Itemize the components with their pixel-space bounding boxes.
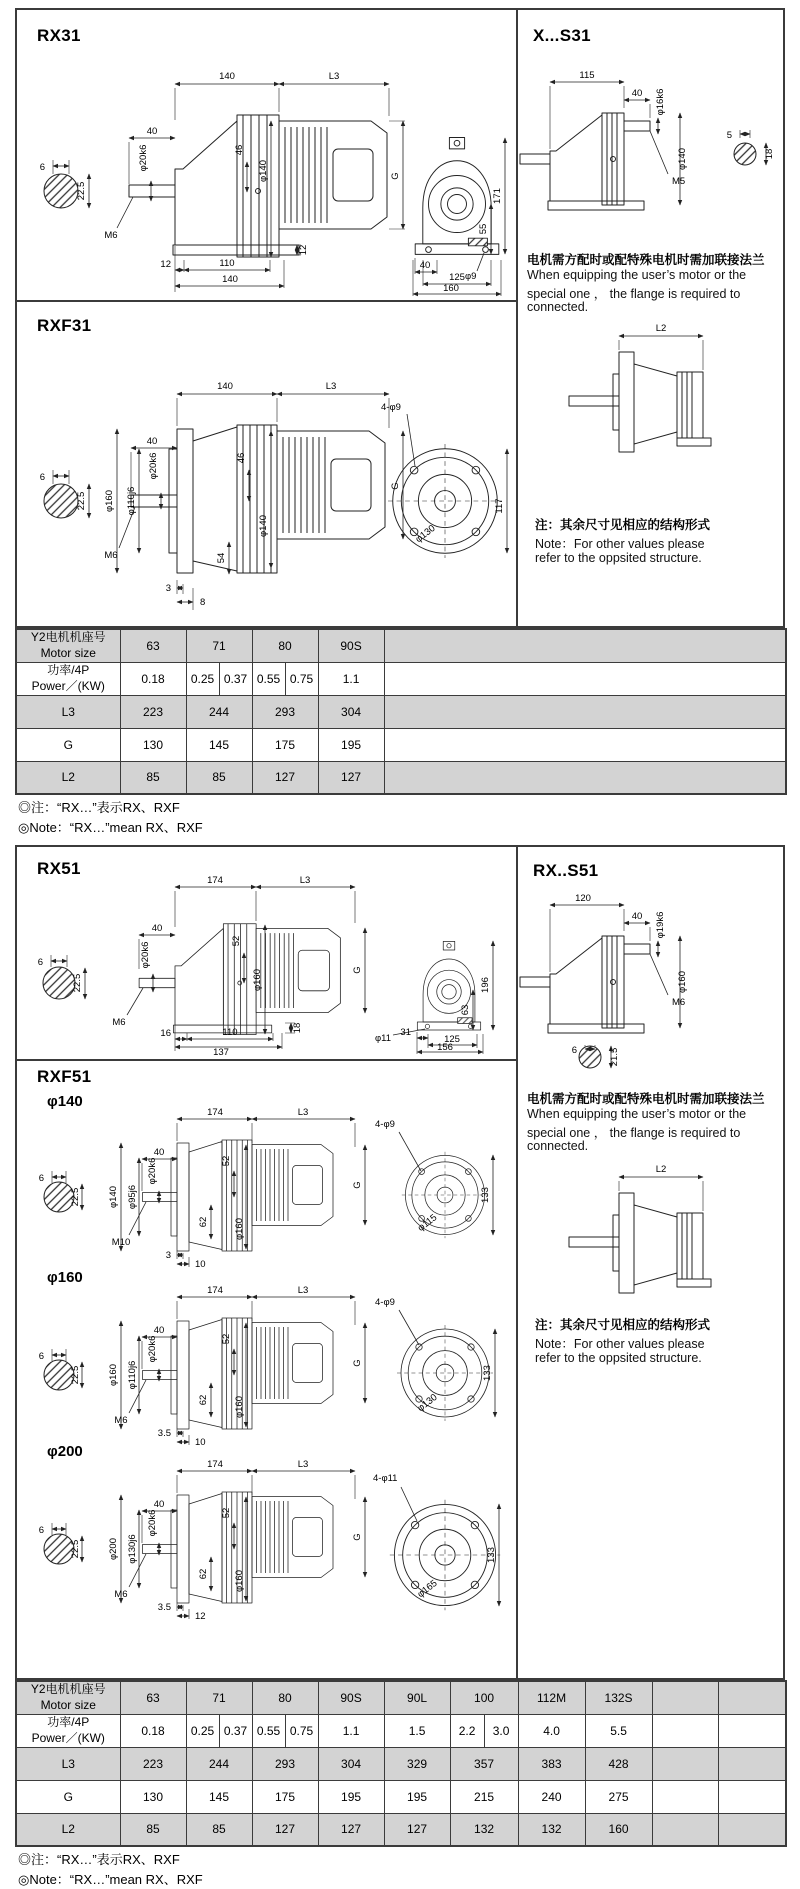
dim-motor-dia: φ160	[234, 1570, 245, 1592]
cell-empty	[652, 1813, 718, 1846]
dim-spigot-dia: φ110j6	[126, 487, 137, 516]
struct-note-en-2-s2: refer to the oppsited structure.	[535, 1351, 702, 1365]
row-label: G	[16, 1780, 120, 1813]
dim-front-holes: 4-φ9	[375, 1119, 395, 1130]
dim-key-w: 6	[40, 472, 45, 483]
dim-g: G	[352, 966, 363, 973]
cell: 223	[120, 1747, 186, 1780]
dim-l2: L2	[656, 1164, 667, 1175]
cell-empty	[718, 1714, 786, 1747]
dim-46: 46	[236, 453, 247, 464]
dim-shaft-dia: φ20k6	[147, 1336, 158, 1363]
dim-l3: L3	[300, 875, 311, 886]
cell: 0.37	[219, 662, 252, 695]
cell: 4.0	[518, 1714, 585, 1747]
cell: 90L	[384, 1681, 450, 1714]
cell: 2.2	[450, 1714, 484, 1747]
dim-62: 62	[198, 1569, 209, 1580]
motor-note-en-2-s2: special one ， the flange is required to	[527, 1123, 740, 1141]
cell: 112M	[518, 1681, 585, 1714]
rxf51-title: RXF51	[37, 1067, 91, 1087]
table-row	[16, 728, 786, 761]
motor-note-en-3-s2: connected.	[527, 1139, 588, 1153]
dim-top1: 174	[207, 1285, 223, 1296]
cell: 85	[186, 1813, 252, 1846]
dim-tap: M6	[104, 230, 117, 241]
dim-b110: 110	[219, 258, 234, 269]
table-row	[16, 662, 786, 695]
dim-off2: 10	[195, 1259, 206, 1270]
cell: 0.37	[219, 1714, 252, 1747]
dim-flange-dia: φ160	[677, 971, 688, 993]
dim-off2: 8	[200, 597, 205, 608]
dim-key-h: 22.5	[70, 1188, 81, 1207]
cell: 145	[186, 728, 252, 761]
row-label: 功率/4P Power／(KW)	[16, 1714, 120, 1747]
section-rx31-box	[15, 8, 785, 628]
dim-flange-dia: φ140	[108, 1186, 119, 1208]
dim-tap: M6	[114, 1589, 127, 1600]
cell: 85	[120, 761, 186, 794]
cell: 0.75	[285, 1714, 318, 1747]
dim-front-hole: φ11	[375, 1033, 391, 1044]
dim-115: 115	[579, 70, 594, 81]
rxf51-160-drawing	[25, 1285, 515, 1435]
rxf31-title: RXF31	[37, 316, 91, 336]
dim-front-h: 133	[480, 1187, 491, 1203]
dim-front-bc: φ130	[413, 523, 437, 545]
dim-key-h: 22.5	[70, 1366, 81, 1385]
cell: 195	[318, 728, 384, 761]
section2-horizontal-divider	[17, 1059, 516, 1061]
cell-empty	[718, 1747, 786, 1780]
section-rx51-box	[15, 845, 785, 1680]
cell: 130	[120, 728, 186, 761]
cell: 357	[450, 1747, 518, 1780]
dim-front-h: 196	[480, 977, 491, 993]
cell: 0.75	[285, 662, 318, 695]
cell: 304	[318, 695, 384, 728]
section2-vertical-divider	[516, 847, 518, 1678]
dim-front-40: 40	[420, 260, 431, 271]
dim-off1: 3.5	[158, 1602, 171, 1613]
dim-key-w: 6	[39, 1173, 44, 1184]
cell: 293	[252, 1747, 318, 1780]
struct-note-cn: 注：其余尺寸见相应的结构形式	[535, 515, 710, 533]
dim-motor-dia: φ140	[258, 160, 269, 182]
dim-shaft-dia: φ20k6	[147, 1158, 158, 1185]
cell: 223	[120, 695, 186, 728]
cell: 244	[186, 695, 252, 728]
dim-40: 40	[632, 911, 643, 922]
footnote-en: ◎Note：“RX…”mean RX、RXF	[18, 818, 203, 838]
dimension-table-1	[15, 628, 787, 795]
cell: 1.1	[318, 662, 384, 695]
dim-front-bc: φ165	[415, 1578, 439, 1600]
cell: 127	[318, 1813, 384, 1846]
dim-front-63: 63	[460, 1005, 471, 1016]
dim-key-w: 6	[39, 1525, 44, 1536]
dim-tap: M6	[104, 550, 117, 561]
shaft-section	[44, 174, 78, 208]
rx51-drawing	[25, 875, 515, 1057]
dim-spigot-dia: φ110j6	[127, 1361, 138, 1390]
rx51-title: RX51	[37, 859, 81, 879]
dim-key-h: 22.5	[72, 974, 83, 993]
dim-54: 54	[216, 553, 227, 564]
dim-52: 52	[221, 1334, 232, 1345]
dim-40: 40	[152, 923, 163, 934]
cell: 1.1	[318, 1714, 384, 1747]
rxf51-v200-label: φ200	[47, 1443, 83, 1460]
dim-l3: L3	[298, 1285, 309, 1296]
cell: 3.0	[484, 1714, 518, 1747]
dim-front-125: 125	[444, 1034, 460, 1045]
dim-tap: M6	[672, 997, 685, 1008]
struct-note-en-2: refer to the oppsited structure.	[535, 551, 702, 565]
rxs51-title: RX..S51	[533, 861, 598, 881]
table-row	[16, 629, 786, 662]
dim-off1: 3.5	[158, 1428, 171, 1439]
cell: 1.5	[384, 1714, 450, 1747]
dim-40: 40	[147, 126, 158, 137]
dimension-table-2	[15, 1680, 787, 1847]
dim-front-125: 125	[449, 272, 465, 283]
dim-l3: L3	[326, 381, 337, 392]
dim-40: 40	[147, 436, 158, 447]
dim-g: G	[352, 1533, 363, 1540]
rx31-drawing	[25, 46, 515, 296]
cell: 127	[318, 761, 384, 794]
cell: 215	[450, 1780, 518, 1813]
rxs51-drawing	[520, 887, 790, 1082]
cell: 145	[186, 1780, 252, 1813]
cell-empty	[652, 1780, 718, 1813]
dim-tap: M6	[112, 1017, 125, 1028]
dim-shaft-dia: φ20k6	[148, 453, 159, 480]
dim-flange-dia: φ160	[104, 490, 115, 512]
dim-front-55: 55	[478, 224, 489, 235]
rxf51-v140-label: φ140	[47, 1093, 83, 1110]
dim-b110: 110	[222, 1027, 237, 1038]
dim-spigot-dia: φ130j6	[127, 1534, 138, 1563]
dim-l3: L3	[298, 1107, 309, 1118]
rxf51-200-drawing	[25, 1459, 515, 1654]
shaft-section	[734, 143, 756, 165]
dim-b12: 12	[160, 259, 171, 270]
footnote-2	[18, 1850, 203, 1889]
dim-front-160: 160	[443, 283, 459, 294]
cell: 80	[252, 1681, 318, 1714]
section1-vertical-divider	[516, 10, 518, 626]
dim-g: G	[390, 172, 401, 179]
dim-40: 40	[632, 88, 643, 99]
cell: 71	[186, 1681, 252, 1714]
dim-motor-dia: φ140	[258, 515, 269, 537]
cell: 160	[585, 1813, 652, 1846]
dim-40: 40	[154, 1325, 165, 1336]
cell: 127	[252, 761, 318, 794]
dim-foot12: 12	[298, 245, 309, 256]
row-label: Y2电机机座号 Motor size	[16, 629, 120, 662]
motor-note-cn-2: 电机需方配时或配特殊电机时需加联接法兰	[527, 1089, 783, 1107]
dim-front-hole: φ9	[465, 271, 476, 282]
cell: 428	[585, 1747, 652, 1780]
cell: 71	[186, 629, 252, 662]
row-label: L2	[16, 1813, 120, 1846]
footnote-en: ◎Note：“RX…”mean RX、RXF	[18, 1870, 203, 1889]
shaft-section	[44, 484, 78, 518]
dim-l2: L2	[656, 323, 667, 334]
cell: 383	[518, 1747, 585, 1780]
cell: 132S	[585, 1681, 652, 1714]
dim-120: 120	[575, 893, 591, 904]
dim-spigot-dia: φ95j6	[127, 1185, 138, 1209]
dim-key-h: 22.5	[76, 492, 87, 511]
dim-l3: L3	[329, 71, 340, 82]
rx31-title: RX31	[37, 26, 81, 46]
dim-top1: 174	[207, 1107, 223, 1118]
dim-62: 62	[198, 1395, 209, 1406]
table-row	[16, 1681, 786, 1714]
dim-52: 52	[221, 1508, 232, 1519]
motor-note-en-2: special one ， the flange is required to	[527, 284, 740, 302]
rxf31-drawing	[25, 336, 515, 626]
dim-b140: 140	[222, 274, 238, 285]
dim-front-holes: 4-φ11	[373, 1473, 397, 1484]
cell: 0.25	[186, 662, 219, 695]
dim-front-156: 156	[437, 1042, 453, 1053]
struct-note-cn-2: 注：其余尺寸见相应的结构形式	[535, 1315, 710, 1333]
dim-front-bc: φ115	[416, 1212, 440, 1234]
dim-flange-dia: φ140	[677, 148, 688, 170]
dim-front-h: 133	[486, 1547, 497, 1563]
struct-note-en-1-s2: Note：For other values please	[535, 1334, 705, 1352]
dim-off2: 10	[195, 1437, 206, 1448]
cell: 0.18	[120, 1714, 186, 1747]
cell: 127	[252, 1813, 318, 1846]
dim-front-holes: 4-φ9	[375, 1297, 395, 1308]
dim-52: 52	[221, 1156, 232, 1167]
cell: 195	[384, 1780, 450, 1813]
dim-40: 40	[154, 1499, 165, 1510]
footnote-1	[18, 798, 203, 837]
dim-foot18: 18	[292, 1023, 303, 1034]
table-row	[16, 1780, 786, 1813]
dim-key-h: 22.5	[76, 182, 87, 201]
cell: 0.25	[186, 1714, 219, 1747]
cell: 304	[318, 1747, 384, 1780]
rxf51-140-drawing	[25, 1107, 515, 1267]
cell-empty	[718, 1813, 786, 1846]
cell: 63	[120, 1681, 186, 1714]
cell: 5.5	[585, 1714, 652, 1747]
dim-top1: 174	[207, 1459, 223, 1470]
cell: 85	[186, 761, 252, 794]
xs31-title: X...S31	[533, 26, 591, 46]
rxf51-v160-label: φ160	[47, 1269, 83, 1286]
dim-shaft-dia: φ20k6	[140, 942, 151, 969]
l2-flange-drawing-1	[552, 318, 752, 458]
cell: 90S	[318, 629, 384, 662]
shaft-section	[43, 967, 75, 999]
row-label: L3	[16, 1747, 120, 1780]
dim-front-h: 171	[492, 188, 503, 204]
dim-tap: M10	[112, 1237, 130, 1248]
dim-motor-dia: φ160	[234, 1396, 245, 1418]
dim-front-bc: φ130	[415, 1392, 439, 1414]
dim-flange-dia: φ200	[108, 1538, 119, 1560]
dim-front-holes: 4-φ9	[381, 402, 401, 413]
dim-top1: 174	[207, 875, 223, 886]
cell: 127	[384, 1813, 450, 1846]
dim-shaft-dia: φ20k6	[147, 1510, 158, 1537]
row-label: G	[16, 728, 120, 761]
cell: 100	[450, 1681, 518, 1714]
dim-key-h: 22.5	[70, 1540, 81, 1559]
dim-g: G	[390, 482, 401, 489]
dim-key-w: 6	[38, 957, 43, 968]
dim-g: G	[352, 1181, 363, 1188]
dim-flange-dia: φ160	[108, 1364, 119, 1386]
dim-key-w: 6	[39, 1351, 44, 1362]
dim-front-h: 117	[494, 498, 505, 513]
cell: 175	[252, 1780, 318, 1813]
cell: 132	[450, 1813, 518, 1846]
dim-62: 62	[198, 1217, 209, 1228]
footnote-cn: ◎注：“RX…”表示RX、RXF	[18, 798, 203, 818]
cell: 132	[518, 1813, 585, 1846]
cell-empty	[384, 662, 786, 695]
cell: 195	[318, 1780, 384, 1813]
cell-empty	[718, 1681, 786, 1714]
motor-note-en-1-s2: When equipping the user’s motor or the	[527, 1107, 746, 1121]
table-row	[16, 695, 786, 728]
row-label: 功率/4P Power／(KW)	[16, 662, 120, 695]
dim-b137: 137	[213, 1047, 229, 1058]
cell: 63	[120, 629, 186, 662]
dim-front-h: 133	[482, 1365, 493, 1381]
dim-off2: 12	[195, 1611, 206, 1622]
dim-off1: 3	[166, 1250, 171, 1261]
dim-l3: L3	[298, 1459, 309, 1470]
cell: 130	[120, 1780, 186, 1813]
dim-tap: M6	[114, 1415, 127, 1426]
dim-46: 46	[234, 145, 245, 156]
table-row	[16, 1747, 786, 1780]
cell: 80	[252, 629, 318, 662]
cell: 244	[186, 1747, 252, 1780]
cell-empty	[384, 761, 786, 794]
motor-note-cn: 电机需方配时或配特殊电机时需加联接法兰	[527, 250, 783, 268]
dim-key-w: 5	[727, 130, 732, 141]
cell: 293	[252, 695, 318, 728]
cell-empty	[652, 1681, 718, 1714]
dim-b16: 16	[160, 1028, 171, 1039]
struct-note-en-1: Note：For other values please	[535, 534, 705, 552]
dim-key-h: 21.5	[609, 1048, 620, 1067]
dim-motor-dia: φ160	[252, 969, 263, 991]
dim-motor-dia: φ160	[234, 1218, 245, 1240]
cell: 0.55	[252, 662, 285, 695]
row-label: L3	[16, 695, 120, 728]
dim-top1: 140	[219, 71, 235, 82]
motor-note-en-1: When equipping the user’s motor or the	[527, 268, 746, 282]
cell: 329	[384, 1747, 450, 1780]
section1-horizontal-divider	[17, 300, 516, 302]
dim-key-w: 6	[40, 162, 45, 173]
row-label: Y2电机机座号 Motor size	[16, 1681, 120, 1714]
l2-flange-drawing-2	[552, 1159, 752, 1299]
dim-top1: 140	[217, 381, 233, 392]
dim-shaft-dia: φ19k6	[655, 912, 666, 939]
cell: 240	[518, 1780, 585, 1813]
cell: 0.55	[252, 1714, 285, 1747]
dim-tap: M5	[672, 176, 685, 187]
dim-40: 40	[154, 1147, 165, 1158]
dim-shaft-dia: φ16k6	[655, 89, 666, 116]
cell: 275	[585, 1780, 652, 1813]
cell: 90S	[318, 1681, 384, 1714]
motor-note-en-3: connected.	[527, 300, 588, 314]
table-row	[16, 1813, 786, 1846]
cell: 85	[120, 1813, 186, 1846]
dim-key-h: 18	[764, 149, 775, 160]
dim-front-31: 31	[400, 1027, 411, 1038]
dim-key-w: 6	[572, 1045, 577, 1056]
row-label: L2	[16, 761, 120, 794]
dim-shaft-dia: φ20k6	[138, 145, 149, 172]
cell-empty	[384, 728, 786, 761]
xs31-drawing	[520, 54, 790, 244]
table-row	[16, 761, 786, 794]
dim-g: G	[352, 1359, 363, 1366]
dim-52: 52	[231, 936, 242, 947]
cell-empty	[652, 1714, 718, 1747]
cell-empty	[384, 695, 786, 728]
cell-empty	[384, 629, 786, 662]
footnote-cn: ◎注：“RX…”表示RX、RXF	[18, 1850, 203, 1870]
cell-empty	[652, 1747, 718, 1780]
dim-off1: 3	[166, 583, 171, 594]
table-row	[16, 1714, 786, 1747]
cell: 175	[252, 728, 318, 761]
cell-empty	[718, 1780, 786, 1813]
cell: 0.18	[120, 662, 186, 695]
